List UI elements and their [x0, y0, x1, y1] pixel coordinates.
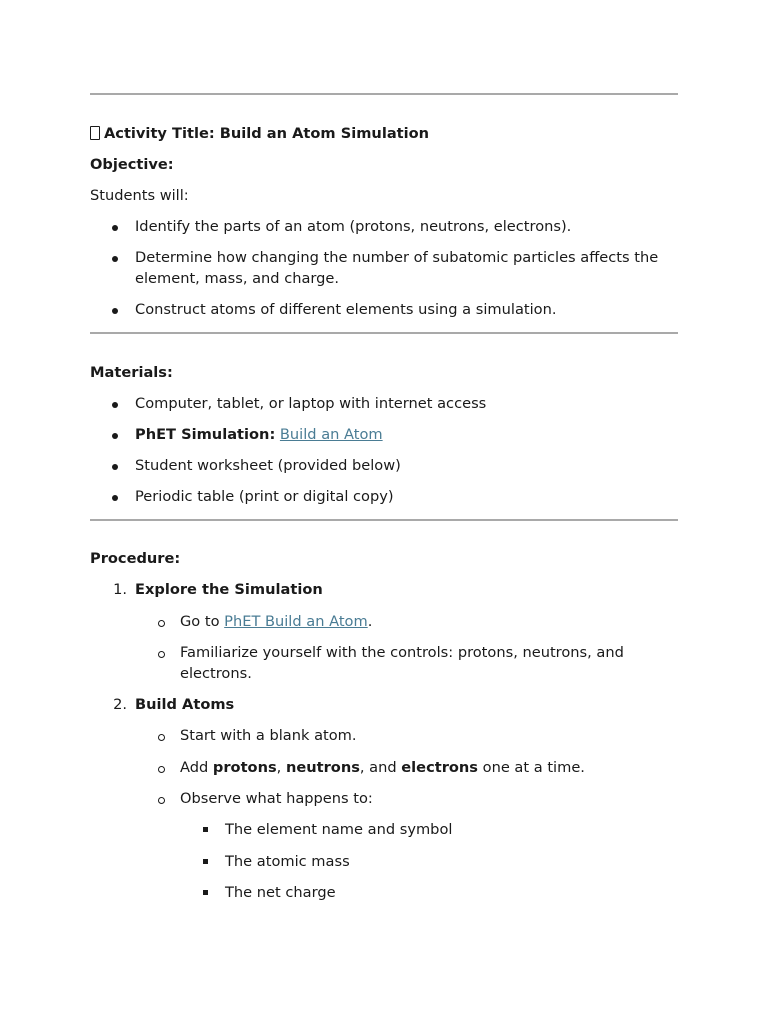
add-prefix: Add [180, 759, 213, 776]
observe-item-1: The element name and symbol [225, 821, 453, 838]
observe-item-3: The net charge [225, 884, 336, 901]
list-bullet [112, 256, 118, 262]
subsublist-bullet [203, 827, 208, 832]
list-bullet [112, 225, 118, 231]
materials-item-2: Student worksheet (provided below) [135, 457, 401, 474]
subsublist-bullet [203, 859, 208, 864]
goto-prefix: Go to [180, 613, 225, 630]
sublist-bullet [158, 651, 165, 658]
electrons-text: electrons [401, 759, 478, 776]
protons-text: protons [212, 759, 277, 776]
step1-title: Explore the Simulation [135, 581, 323, 598]
goto-suffix: . [367, 613, 373, 630]
objective-item-2: Determine how changing the number of subatomic particles affects the [135, 249, 659, 266]
divider-top [90, 93, 678, 95]
objective-heading: Objective: [90, 156, 174, 173]
sublist-bullet [158, 766, 165, 773]
procedure-heading: Procedure: [90, 550, 181, 567]
activity-title [90, 123, 429, 144]
objective-item-1: Identify the parts of an atom (protons, neutrons, electrons). [135, 218, 572, 235]
materials-item-phet [135, 424, 383, 445]
and-text: , and [359, 759, 402, 776]
step-number: 2. [113, 696, 127, 713]
neutrons-text: neutrons [285, 759, 360, 776]
phet-build-an-atom-link[interactable]: PhET Build an Atom [224, 613, 368, 630]
observe-item-2: The atomic mass [225, 853, 350, 870]
divider-materials [90, 519, 678, 521]
sublist-bullet [158, 620, 165, 627]
step1-goto [180, 611, 372, 632]
step1-familiarize: Familiarize yourself with the controls: protons, neutrons, and [180, 644, 624, 661]
list-bullet [112, 495, 118, 501]
comma-text: , [276, 759, 286, 776]
materials-heading: Materials: [90, 364, 173, 381]
sublist-bullet [158, 734, 165, 741]
build-an-atom-link[interactable]: Build an Atom [279, 426, 383, 443]
step2-add [180, 757, 585, 778]
step2-title: Build Atoms [135, 696, 235, 713]
step1-familiarize-cont: electrons. [180, 665, 252, 682]
activity-title-text: Activity Title: Build an Atom Simulation [104, 125, 430, 142]
clipboard-icon [90, 126, 100, 140]
step2-observe: Observe what happens to: [180, 790, 373, 807]
step-number: 1. [113, 581, 127, 598]
sublist-bullet [158, 797, 165, 804]
objective-intro: Students will: [90, 187, 189, 204]
phet-label: PhET Simulation: [135, 426, 276, 443]
materials-item-1: Computer, tablet, or laptop with internet access [135, 395, 487, 412]
list-bullet [112, 464, 118, 470]
list-bullet [112, 308, 118, 314]
list-bullet [112, 402, 118, 408]
add-suffix: one at a time. [478, 759, 585, 776]
list-bullet [112, 433, 118, 439]
objective-item-2-cont: element, mass, and charge. [135, 270, 340, 287]
materials-item-3: Periodic table (print or digital copy) [135, 488, 394, 505]
step2-start: Start with a blank atom. [180, 727, 357, 744]
objective-item-3: Construct atoms of different elements using a simulation. [135, 301, 557, 318]
subsublist-bullet [203, 890, 208, 895]
divider-objective [90, 332, 678, 334]
